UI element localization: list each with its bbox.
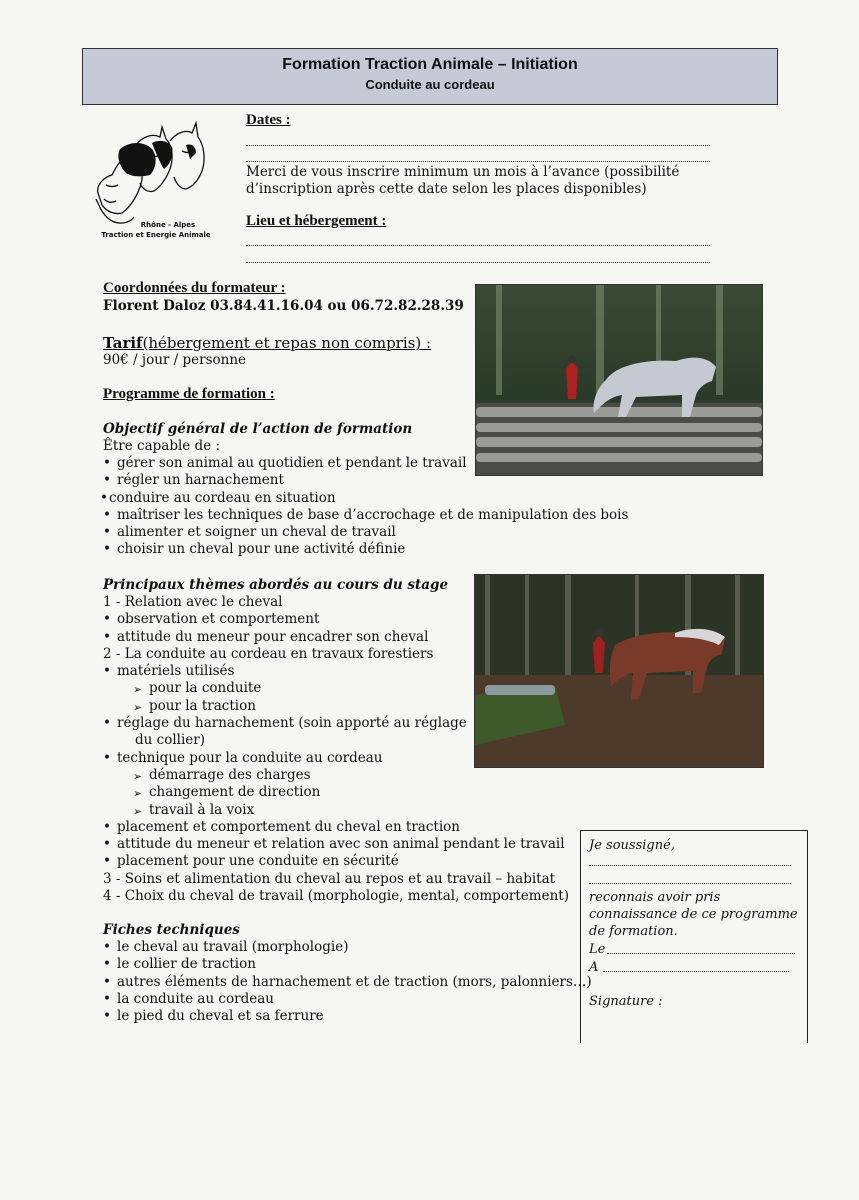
list-item: • attitude du meneur pour encadrer son cheval — [103, 629, 569, 646]
themes-heading: Principaux thèmes abordés au cours du stage — [103, 577, 449, 593]
list-item: 2 - La conduite au cordeau en travaux forestiers — [103, 645, 434, 662]
sig-acknowledgement: reconnais avoir pris connaissance de ce programme de formation. — [589, 890, 798, 939]
list-item: ➢ pour la conduite — [103, 680, 569, 697]
document-title: Formation Traction Animale – Initiation — [282, 56, 578, 73]
objectif-intro: Être capable de : — [103, 438, 221, 454]
list-item: ➢ travail à la voix — [103, 802, 569, 819]
list-item: • autres éléments de harnachement et de traction (mors, palonniers…) — [103, 974, 592, 991]
sig-name-line-1[interactable] — [589, 865, 791, 866]
list-item: • observation et comportement — [103, 611, 569, 628]
sig-name-line-2[interactable] — [589, 883, 791, 884]
sig-je-soussigne[interactable]: Je soussigné, — [589, 838, 675, 853]
list-item: • régler un harnachement — [103, 472, 628, 489]
programme-heading: Programme de formation : — [103, 386, 275, 402]
list-item: ➢ changement de direction — [103, 784, 569, 801]
list-item: • la conduite au cordeau — [103, 991, 592, 1008]
sig-signature-label: Signature : — [589, 994, 663, 1009]
lieu-heading: Lieu et hébergement : — [246, 213, 387, 229]
lieu-line-2 — [246, 249, 710, 263]
list-item: • réglage du harnachement (soin apporté au réglage — [103, 715, 569, 732]
list-item: • choisir un cheval pour une activité définie — [103, 541, 628, 558]
dates-heading: Dates : — [246, 112, 291, 128]
lieu-line-1 — [246, 232, 710, 246]
sig-a-line[interactable] — [603, 971, 789, 972]
fiches-heading: Fiches techniques — [103, 922, 240, 938]
fiches-list — [103, 939, 592, 1025]
sig-le-label: Le — [589, 942, 606, 957]
list-item: • placement et comportement du cheval en traction — [103, 819, 569, 836]
list-item: ➢ pour la traction — [103, 698, 569, 715]
logo-caption — [88, 220, 224, 240]
list-item: 4 - Choix du cheval de travail (morphologie, mental, comportement) — [103, 888, 569, 905]
photo-horse-logging-2 — [474, 574, 764, 768]
list-item: • le pied du cheval et sa ferrure — [103, 1008, 592, 1025]
list-item: • conduire au cordeau en situation — [103, 490, 628, 507]
list-item: 3 - Soins et alimentation du cheval au repos et au travail – habitat — [103, 870, 556, 887]
dates-line-1 — [246, 132, 710, 146]
list-item: • le cheval au travail (morphologie) — [103, 939, 592, 956]
list-item: • alimenter et soigner un cheval de travail — [103, 524, 628, 541]
dates-line-2 — [246, 148, 710, 162]
objectif-heading: Objectif général de l’action de formation — [103, 421, 413, 437]
logo-caption-name: Traction et Energie Animale — [101, 231, 211, 239]
list-item: • technique pour la conduite au cordeau — [103, 750, 569, 767]
list-item: • le collier de traction — [103, 956, 592, 973]
signature-box — [580, 830, 808, 1043]
tarif-heading-main: Tarif — [103, 334, 143, 352]
dates-note: Merci de vous inscrire minimum un mois à l’avance (possibilité d’inscription après cette date selon les places disponibles) — [246, 164, 680, 197]
list-item: • attitude du meneur et relation avec son animal pendant le travail — [103, 836, 569, 853]
sig-a-label: A — [589, 960, 599, 975]
tarif-heading — [103, 334, 431, 352]
tarif-heading-rest: (hébergement et repas non compris) : — [142, 334, 432, 352]
forest-horse-photo-2 — [475, 575, 763, 767]
document-subtitle: Conduite au cordeau — [365, 77, 495, 92]
list-item: • matériels utilisés — [103, 663, 569, 680]
list-item: 1 - Relation avec le cheval — [103, 594, 283, 610]
title-box — [82, 48, 778, 105]
list-item: du collier) — [135, 732, 205, 749]
sig-le-line[interactable] — [607, 953, 795, 954]
photo-horse-logging-1 — [475, 284, 763, 476]
forest-horse-photo-1 — [476, 285, 762, 475]
list-item: ➢ démarrage des charges — [103, 767, 569, 784]
list-item: • gérer son animal au quotidien et pendant le travail — [103, 455, 628, 472]
list-item: • maîtriser les techniques de base d’accrochage et de manipulation des bois — [103, 507, 628, 524]
logo-caption-region: Rhône - Alpes — [140, 221, 196, 229]
formateur-heading: Coordonnées du formateur : — [103, 280, 286, 296]
tarif-value: 90€ / jour / personne — [103, 352, 247, 368]
formateur-contact: Florent Daloz 03.84.41.16.04 ou 06.72.82.28.39 — [103, 298, 464, 314]
list-item: • placement pour une conduite en sécurité — [103, 853, 569, 870]
